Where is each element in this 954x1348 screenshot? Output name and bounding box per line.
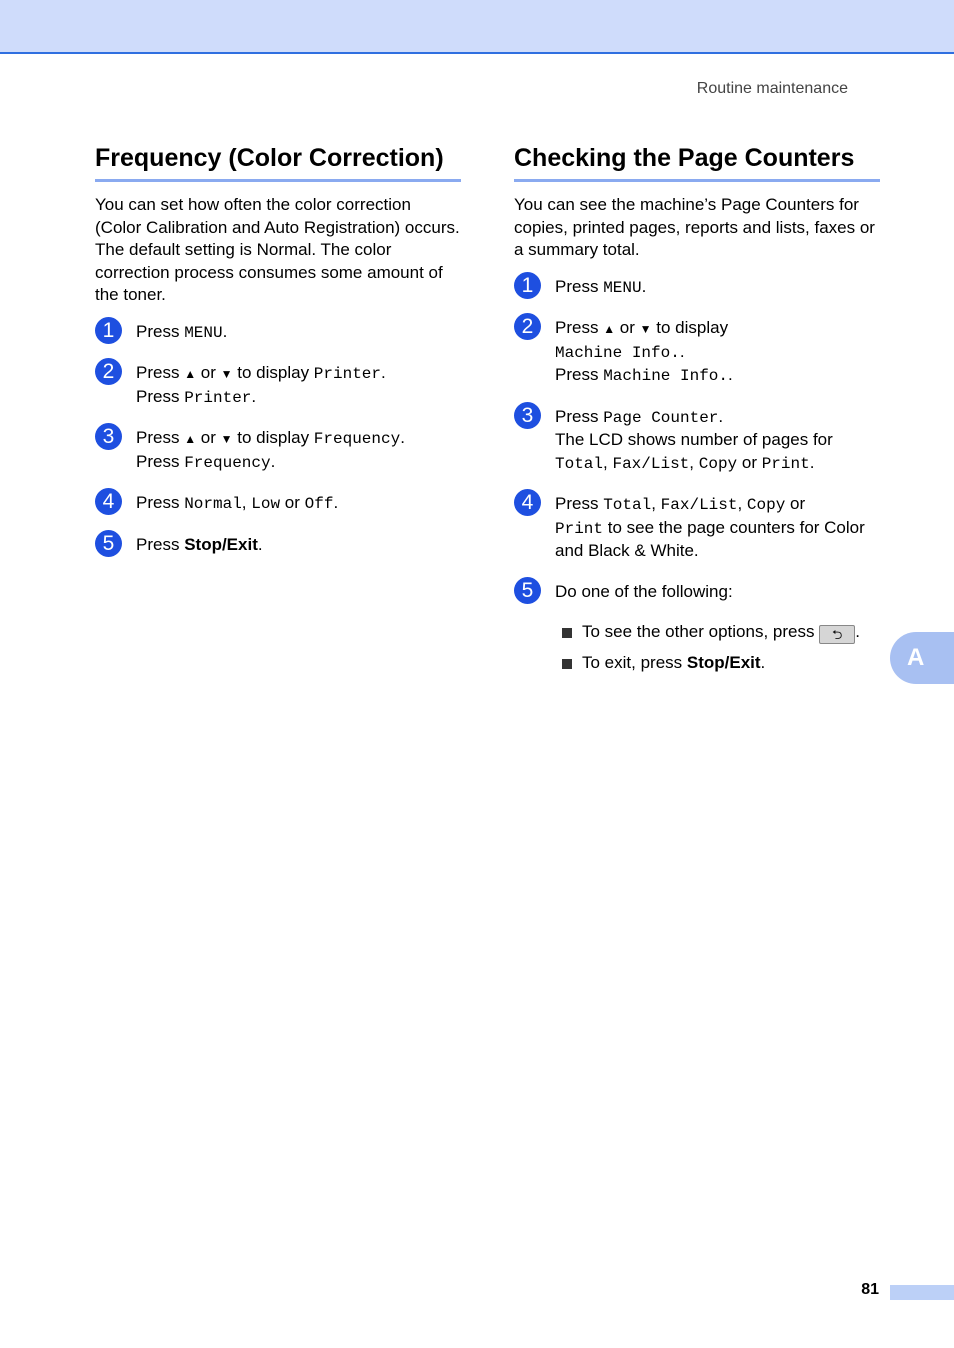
step: 3 Press ▲ or ▼ to display Frequency. Press Frequency. [95, 427, 461, 474]
running-title: Routine maintenance [696, 80, 848, 97]
lcd-text: Machine Info. [603, 367, 729, 385]
step: 1 Press MENU. [514, 276, 880, 300]
step: 5 Do one of the following: [514, 581, 880, 604]
lcd-text: Copy [698, 454, 738, 473]
lcd-text: Total [603, 496, 652, 514]
step: 5 Press Stop/Exit. [95, 534, 461, 557]
step-number-badge: 1 [514, 272, 541, 299]
step-number-badge: 5 [514, 577, 541, 604]
square-bullet-icon [562, 659, 572, 669]
up-arrow-icon: ▲ [184, 367, 197, 381]
step-number-badge: 2 [95, 358, 122, 385]
lcd-text: Copy [746, 496, 786, 514]
step-number-badge: 2 [514, 313, 541, 340]
square-bullet-icon [562, 628, 572, 638]
step-number-badge: 4 [514, 489, 541, 516]
step: 3 Press Page Counter. The LCD shows number of pages for Total, Fax/List, Copy or Print. [514, 406, 880, 476]
step: 4 Press Normal, Low or Off. [95, 492, 461, 516]
down-arrow-icon: ▼ [639, 322, 652, 336]
header-band [0, 0, 954, 54]
section-page-counters [514, 144, 880, 683]
lcd-text: MENU [603, 278, 642, 297]
up-arrow-icon: ▲ [184, 432, 197, 446]
lcd-text: Off [304, 495, 334, 513]
lcd-text: Frequency [184, 453, 271, 472]
lcd-text: Frequency [313, 430, 401, 448]
lcd-text: Print [761, 454, 810, 473]
lcd-text: Print [555, 519, 604, 538]
lcd-text: Fax/List [612, 454, 690, 473]
back-arrow-icon: ⮌ [819, 625, 855, 644]
lcd-text: Machine Info. [555, 343, 680, 362]
down-arrow-icon: ▼ [220, 432, 233, 446]
lcd-text: Page Counter [603, 408, 719, 427]
lcd-text: Printer [184, 388, 252, 407]
lcd-text: Normal [184, 495, 242, 513]
lcd-text: Fax/List [660, 496, 738, 514]
step-number-badge: 5 [95, 530, 122, 557]
section-heading: Frequency (Color Correction) [95, 144, 461, 182]
lcd-text: Printer [313, 365, 382, 383]
step: 1 Press MENU. [95, 321, 461, 345]
step: 2 Press ▲ or ▼ to display Machine Info.. Press Machine Info.. [514, 317, 880, 388]
intro-paragraph: You can set how often the color correction (Color Calibration and Auto Registration) occurs. The default setting is Normal. The color correction process consumes some amount of the toner. [95, 195, 460, 304]
step-number-badge: 1 [95, 317, 122, 344]
key-name: Stop/Exit [686, 653, 761, 672]
option-bullets [562, 621, 880, 675]
up-arrow-icon: ▲ [603, 322, 616, 336]
step: 4 Press Total, Fax/List, Copy or Print to see the page counters for Color and Black & White. [514, 493, 880, 563]
step-number-badge: 3 [95, 423, 122, 450]
lcd-text: MENU [184, 323, 223, 342]
step-number-badge: 3 [514, 402, 541, 429]
step-number-badge: 4 [95, 488, 122, 515]
list-item: To exit, press Stop/Exit. [562, 652, 880, 675]
appendix-tab: A [890, 632, 954, 684]
list-item: To see the other options, press ⮌ . [562, 621, 880, 644]
lcd-text: Low [251, 495, 281, 513]
footer-accent-bar [890, 1285, 954, 1300]
page-number: 81 [861, 1281, 879, 1298]
section-heading: Checking the Page Counters [514, 144, 880, 182]
down-arrow-icon: ▼ [220, 367, 233, 381]
step-list [95, 318, 461, 557]
intro-paragraph: You can see the machine’s Page Counters for copies, printed pages, reports and lists, faxes or a summary total. [514, 195, 875, 259]
section-color-correction [95, 144, 461, 574]
lcd-text: Total [555, 454, 604, 473]
key-name: Stop/Exit [184, 534, 258, 554]
step: 2 Press ▲ or ▼ to display Printer. Press Printer. [95, 362, 461, 409]
step-list [514, 273, 880, 604]
